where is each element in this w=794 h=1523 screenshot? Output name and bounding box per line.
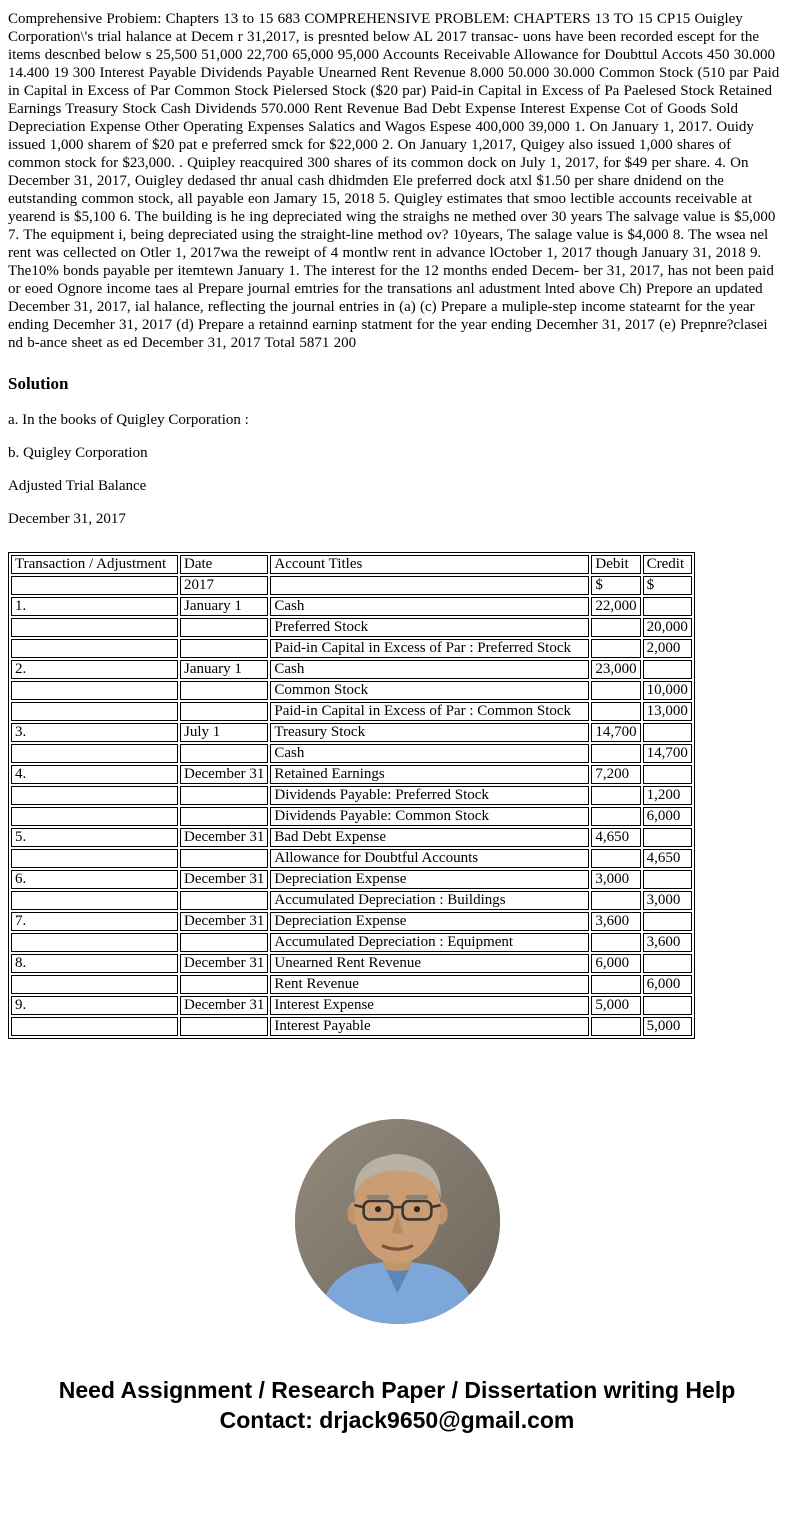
table-cell xyxy=(180,1017,268,1036)
table-cell: 2,000 xyxy=(643,639,692,658)
table-cell: Depreciation Expense xyxy=(270,870,589,889)
table-cell xyxy=(11,639,178,658)
table-cell xyxy=(643,954,692,973)
table-cell: Depreciation Expense xyxy=(270,912,589,931)
table-cell: 23,000 xyxy=(591,660,640,679)
table-cell xyxy=(643,660,692,679)
tutor-photo xyxy=(295,1119,500,1324)
table-cell xyxy=(180,744,268,763)
trial-balance-title: Adjusted Trial Balance xyxy=(8,478,147,494)
table-cell: December 31 xyxy=(180,912,268,931)
table-cell xyxy=(270,576,589,595)
table-cell: Common Stock xyxy=(270,681,589,700)
table-cell xyxy=(591,639,640,658)
table-cell xyxy=(591,702,640,721)
table-cell xyxy=(11,702,178,721)
table-cell: December 31 xyxy=(180,828,268,847)
table-cell xyxy=(591,891,640,910)
table-cell: Rent Revenue xyxy=(270,975,589,994)
table-cell: 6. xyxy=(11,870,178,889)
table-row xyxy=(11,870,692,889)
table-cell: 2017 xyxy=(180,576,268,595)
table-cell: December 31 xyxy=(180,765,268,784)
table-cell: Dividends Payable: Preferred Stock xyxy=(270,786,589,805)
table-cell: 14,700 xyxy=(591,723,640,742)
table-cell: Cash xyxy=(270,660,589,679)
table-cell xyxy=(11,744,178,763)
table-cell: 3,600 xyxy=(591,912,640,931)
table-cell: 22,000 xyxy=(591,597,640,616)
table-cell xyxy=(180,975,268,994)
table-cell: 2. xyxy=(11,660,178,679)
table-cell: Paid-in Capital in Excess of Par : Preferred Stock xyxy=(270,639,589,658)
table-row xyxy=(11,849,692,868)
table-cell: December 31 xyxy=(180,870,268,889)
table-cell: 7. xyxy=(11,912,178,931)
footer-contact-email: Contact: drjack9650@gmail.com xyxy=(219,1406,575,1433)
table-cell xyxy=(643,996,692,1015)
table-cell xyxy=(11,891,178,910)
table-cell: Bad Debt Expense xyxy=(270,828,589,847)
table-cell xyxy=(643,723,692,742)
table-cell: Interest Payable xyxy=(270,1017,589,1036)
table-cell: 14,700 xyxy=(643,744,692,763)
table-cell: 7,200 xyxy=(591,765,640,784)
table-cell: 3,600 xyxy=(643,933,692,952)
column-header-transaction: Transaction / Adjustment xyxy=(11,555,178,574)
tutor-portrait-illustration xyxy=(295,1119,500,1324)
table-cell: 13,000 xyxy=(643,702,692,721)
table-cell xyxy=(180,849,268,868)
solution-line-a: a. In the books of Quigley Corporation : xyxy=(8,412,249,428)
table-cell: 20,000 xyxy=(643,618,692,637)
table-row xyxy=(11,807,692,826)
column-header-credit: Credit xyxy=(643,555,692,574)
table-row xyxy=(11,786,692,805)
table-cell xyxy=(591,618,640,637)
table-cell: July 1 xyxy=(180,723,268,742)
table-cell xyxy=(643,912,692,931)
table-cell xyxy=(11,975,178,994)
table-cell xyxy=(180,681,268,700)
table-cell: Allowance for Doubtful Accounts xyxy=(270,849,589,868)
table-cell: 4,650 xyxy=(591,828,640,847)
table-cell: 6,000 xyxy=(643,807,692,826)
table-cell: 8. xyxy=(11,954,178,973)
column-header-date: Date xyxy=(180,555,268,574)
table-row xyxy=(11,702,692,721)
table-row xyxy=(11,618,692,637)
table-cell xyxy=(591,786,640,805)
table-row xyxy=(11,765,692,784)
table-cell: 3,000 xyxy=(643,891,692,910)
column-header-account-titles: Account Titles xyxy=(270,555,589,574)
table-cell xyxy=(11,849,178,868)
table-row xyxy=(11,933,692,952)
table-cell: 3. xyxy=(11,723,178,742)
table-cell: January 1 xyxy=(180,660,268,679)
table-cell xyxy=(11,618,178,637)
table-cell: Accumulated Depreciation : Equipment xyxy=(270,933,589,952)
table-cell xyxy=(643,765,692,784)
table-cell xyxy=(11,681,178,700)
table-cell xyxy=(591,975,640,994)
table-cell: Treasury Stock xyxy=(270,723,589,742)
table-cell: Accumulated Depreciation : Buildings xyxy=(270,891,589,910)
table-cell xyxy=(180,891,268,910)
table-cell: 6,000 xyxy=(643,975,692,994)
table-cell: 10,000 xyxy=(643,681,692,700)
table-cell xyxy=(591,807,640,826)
solution-line-b: b. Quigley Corporation xyxy=(8,445,148,461)
problem-text: Comprehensive Probiem: Chapters 13 to 15 683 COMPREHENSIVE PROBLEM: CHAPTERS 13 TO 15 CP15 Ouigley Corporation\'s trial halance at Decem r 31,2017, is presnted below AL 2017 transac- uons have been recorded escept for the items descnbed below s 25,500 51,000 22,700 65,000 95,000 Accounts Receivable Allowance for Doubttul Accots 450 30.000 14.400 19 300 Interest Payable Dividends Payable Unearned Rent Revenue 8.000 50.000 30.000 Common Stock (510 par Paid in Capital in Excess of Par Common Stock Pielersed Stock ($20 par) Paid-in Capital in Excess of Pa Paelesed Stock Retained Earnings Treasury Stock Cash Dividends 570.000 Rent Revenue Bad Debt Expense Interest Expense Cot of Goods Sold Depreciation Expense Other Operating Expenses Salatics and Wagos Espese 400,000 39,000 1. On January 1, 2017. Ouidy issued 1,000 sharem of $20 pat e preferred smck for $22,000 2. On January 1,2017, Quigey also issued 1,000 shares of common stock for $23,000. . Quipley reacquired 300 shares of its common dock on July 1, 2017, for $49 per share. 4. On December 31, 2017, Ouigley dedased thr anual cash dhidmden Ele preferred dock atxl $1.50 per share dnidend on the eutstanding common stock, all payable eon Jamary 15, 2018 5. Quigley estimates that smoo lectible accounts receivable at yearend is $5,100 6. The building is he ing depreciated wing the straighs ne methed over 30 years The salvage value is $5,000 7. The equipment i, being depreciated using the straight-line method ov? 10years, The salage value is $4,000 8. The wsea nel rent was cellected on Otler 1, 2017wa the reweipt of 4 montlw rent in advance lOctober 1, 2017 though January 31, 2018 9. The10% bonds payable per itemtewn January 1. The interest for the 12 months ended Decem- ber 31, 2017, has not been paid or eoed Ognore income taes al Prepare journal emtries for the transations anl adustment lnted above Ch) Prepore an updated December 31, 2017, ial halance, reflecting the journal entries in (a) (c) Prepare a muliple-step income statearnt for the year ending Decemher 31, 2017 (d) Prepare a retainnd earninp statment for the year ending Decemher 31, 2017 (e) Prepnre?clasei nd b-ance sheet as ed December 31, 2017 Total 5871 200 xyxy=(8,11,780,351)
table-row xyxy=(11,954,692,973)
column-header-debit: Debit xyxy=(591,555,640,574)
table-cell: Dividends Payable: Common Stock xyxy=(270,807,589,826)
table-cell: 1,200 xyxy=(643,786,692,805)
table-cell: 4,650 xyxy=(643,849,692,868)
table-cell: 5. xyxy=(11,828,178,847)
table-cell xyxy=(11,1017,178,1036)
trial-balance-date: December 31, 2017 xyxy=(8,511,126,527)
table-cell xyxy=(643,870,692,889)
table-cell xyxy=(180,933,268,952)
table-cell: 9. xyxy=(11,996,178,1015)
table-cell xyxy=(180,639,268,658)
table-row xyxy=(11,723,692,742)
table-row xyxy=(11,639,692,658)
trial-balance-body xyxy=(11,576,692,1036)
table-cell: 5,000 xyxy=(643,1017,692,1036)
table-cell: Retained Earnings xyxy=(270,765,589,784)
table-cell: Paid-in Capital in Excess of Par : Common Stock xyxy=(270,702,589,721)
table-cell xyxy=(591,681,640,700)
table-row xyxy=(11,744,692,763)
table-cell xyxy=(591,849,640,868)
table-cell: 1. xyxy=(11,597,178,616)
table-row xyxy=(11,681,692,700)
table-row xyxy=(11,597,692,616)
table-cell: 4. xyxy=(11,765,178,784)
table-cell: Unearned Rent Revenue xyxy=(270,954,589,973)
solution-heading: Solution xyxy=(8,374,69,393)
table-cell: Preferred Stock xyxy=(270,618,589,637)
table-cell xyxy=(180,807,268,826)
table-cell xyxy=(11,933,178,952)
table-cell: $ xyxy=(643,576,692,595)
table-cell xyxy=(591,744,640,763)
table-cell xyxy=(11,807,178,826)
trial-balance-table xyxy=(8,552,695,1039)
table-cell xyxy=(11,786,178,805)
table-cell: $ xyxy=(591,576,640,595)
table-cell xyxy=(643,828,692,847)
table-cell: 5,000 xyxy=(591,996,640,1015)
table-cell: Cash xyxy=(270,597,589,616)
table-cell: December 31 xyxy=(180,954,268,973)
table-row xyxy=(11,828,692,847)
table-header-row xyxy=(11,555,692,574)
table-row xyxy=(11,1017,692,1036)
table-cell xyxy=(591,933,640,952)
table-cell: December 31 xyxy=(180,996,268,1015)
table-cell: Cash xyxy=(270,744,589,763)
table-row xyxy=(11,660,692,679)
table-row xyxy=(11,891,692,910)
table-row xyxy=(11,576,692,595)
footer-help-text: Need Assignment / Research Paper / Dissertation writing Help xyxy=(58,1377,736,1403)
table-cell: Interest Expense xyxy=(270,996,589,1015)
table-row xyxy=(11,912,692,931)
table-cell xyxy=(180,786,268,805)
table-row xyxy=(11,975,692,994)
table-cell xyxy=(591,1017,640,1036)
table-cell xyxy=(180,618,268,637)
table-cell: 3,000 xyxy=(591,870,640,889)
table-cell xyxy=(643,597,692,616)
table-cell xyxy=(180,702,268,721)
table-cell: January 1 xyxy=(180,597,268,616)
table-row xyxy=(11,996,692,1015)
table-cell: 6,000 xyxy=(591,954,640,973)
table-cell xyxy=(11,576,178,595)
